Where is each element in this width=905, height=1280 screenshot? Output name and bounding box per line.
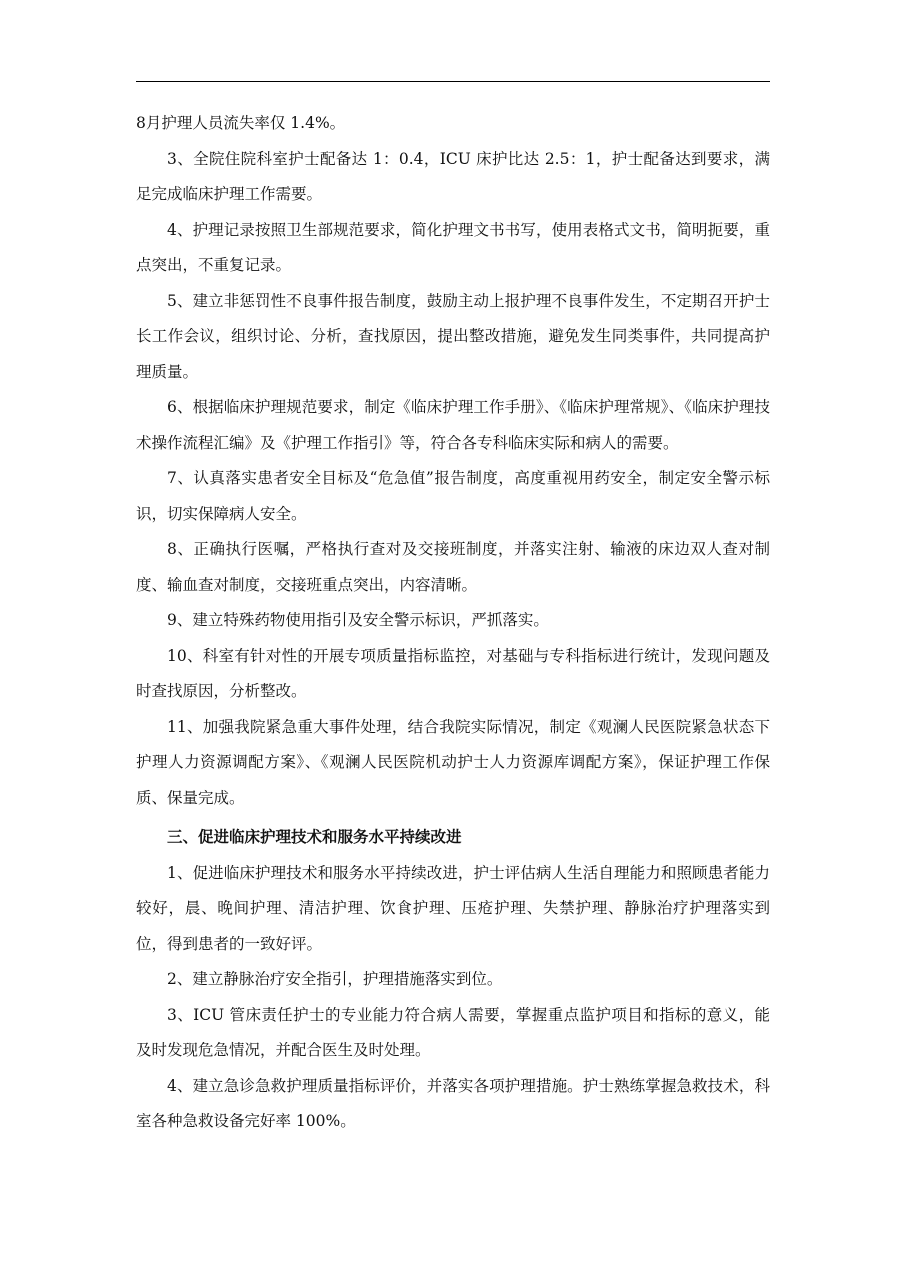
paragraph-s3-item-2: 2、建立静脉治疗安全指引，护理措施落实到位。 (167, 970, 503, 988)
paragraph-s3-item-1: 1、促进临床护理技术和服务水平持续改进，护士评估病人生活自理能力和照顾患者能力较好，晨、晚间护理、清洁护理、饮食护理、压疮护理、失禁护理、静脉治疗护理落实到位，得到患者的一致好评。 (136, 863, 770, 953)
paragraph-s3-item-3: 3、ICU 管床责任护士的专业能力符合病人需要，掌握重点监护项目和指标的意义，能及时发现危急情况，并配合医生及时处理。 (136, 1005, 770, 1059)
paragraph-item-4: 4、护理记录按照卫生部规范要求，简化护理文书书写，使用表格式文书，简明扼要，重点突出，不重复记录。 (136, 220, 770, 274)
paragraph-item-8: 8、正确执行医嘱，严格执行查对及交接班制度，并落实注射、输液的床边双人查对制度、输血查对制度，交接班重点突出，内容清晰。 (136, 540, 770, 594)
paragraph-item-3: 3、全院住院科室护士配备达 1：0.4，ICU 床护比达 2.5：1，护士配备达到要求，满足完成临床护理工作需要。 (136, 149, 770, 203)
paragraph-item-7: 7、认真落实患者安全目标及“危急值”报告制度，高度重视用药安全，制定安全警示标识，切实保障病人安全。 (136, 469, 770, 523)
paragraph-item-10: 10、科室有针对性的开展专项质量指标监控，对基础与专科指标进行统计，发现问题及时查找原因，分析整改。 (136, 646, 770, 700)
paragraph-item-11: 11、加强我院紧急重大事件处理，结合我院实际情况，制定《观澜人民医院紧急状态下护理人力资源调配方案》、《观澜人民医院机动护士人力资源库调配方案》，保证护理工作保质、保量完成。 (136, 717, 770, 807)
header-rule (136, 81, 770, 82)
paragraph-continuation: 8月护理人员流失率仅 1.4%。 (136, 114, 346, 132)
paragraph-item-5: 5、建立非惩罚性不良事件报告制度，鼓励主动上报护理不良事件发生，不定期召开护士长工作会议，组织讨论、分析，查找原因，提出整改措施，避免发生同类事件，共同提高护理质量。 (136, 291, 770, 381)
paragraph-s3-item-4: 4、建立急诊急救护理质量指标评价，并落实各项护理措施。护士熟练掌握急救技术，科室各种急救设备完好率 100%。 (136, 1076, 770, 1130)
paragraph-item-9: 9、建立特殊药物使用指引及安全警示标识，严抓落实。 (167, 611, 549, 629)
section-heading: 三、促进临床护理技术和服务水平持续改进 (167, 828, 462, 846)
paragraph-item-6: 6、根据临床护理规范要求，制定《临床护理工作手册》、《临床护理常规》、《临床护理技术操作流程汇编》及《护理工作指引》等，符合各专科临床实际和病人的需要。 (136, 398, 770, 452)
document-body (136, 106, 770, 1140)
